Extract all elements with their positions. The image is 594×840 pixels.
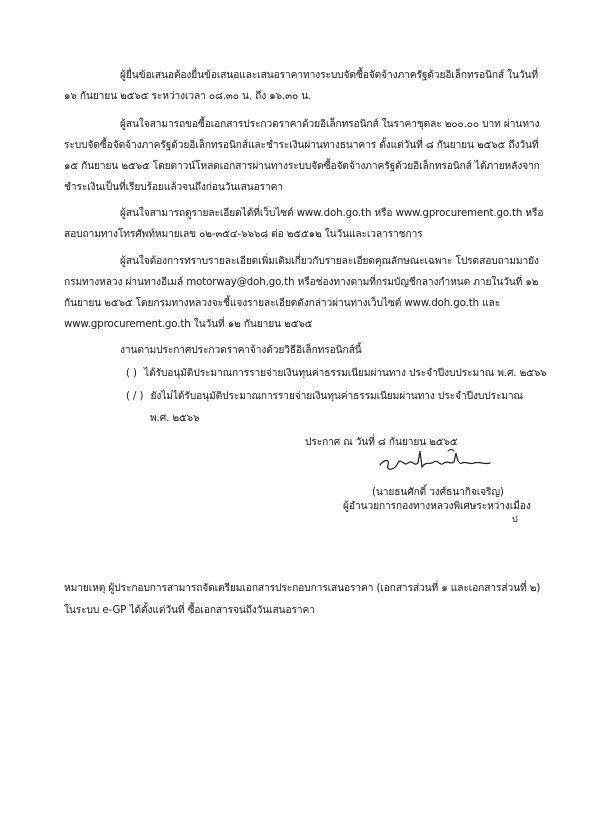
para4-line4: www.gprocurement.go.th ในวันที่ ๑๒ กันยายน ๒๕๖๕	[64, 319, 313, 330]
para1-line2: ๑๖ กันยายน ๒๕๖๕ ระหว่างเวลา ๐๘.๓๐ น. ถึง ๑๖.๓๐ น.	[64, 91, 312, 102]
para2-line2: ระบบจัดซื้อจัดจ้างภาครัฐด้วยอิเล็กทรอนิกส์และชำระเงินผ่านทางธนาคาร ตั้งแต่วันที่ ๘ กันยายน ๒๕๖๕ ถึงวันที่	[64, 140, 539, 151]
para1-line1: ผู้ยื่นข้อเสนอต้องยื่นข้อเสนอและเสนอราคาทางระบบจัดซื้อจัดจ้างภาครัฐด้วยอิเล็กทรอนิกส์ ในวันที่	[120, 70, 539, 81]
signer-name: (นายธนศักดิ์ วงศ์ธนากิจเจริญ)	[372, 487, 504, 498]
option-2-continuation: พ.ศ. ๒๕๖๖	[150, 413, 200, 424]
initials-mark: ป	[512, 515, 518, 525]
handwritten-signature	[376, 445, 496, 475]
para3-line2: สอบถามทางโทรศัพท์หมายเลข ๐๒-๓๕๔-๖๖๖๘ ต่อ ๒๕๕๑๒ ในวันและเวลาราชการ	[64, 229, 423, 240]
para2-line3: ๑๕ กันยายน ๒๕๖๕ โดยดาวน์โหลดเอกสารผ่านทางระบบจัดซื้อจัดจ้างภาครัฐด้วยอิเล็กทรอนิกส์ ได้ภายหลังจาก	[64, 161, 540, 172]
option-1-checkbox: ( )	[126, 368, 137, 379]
para4-line2: กรมทางหลวง ผ่านทางอีเมล์ motorway@doh.go.th หรือช่องทางตามที่กรมบัญชีกลางกำหนด ภายในวันที่ ๑๒	[64, 277, 539, 288]
signer-position: ผู้อำนวยการกองทางหลวงพิเศษระหว่างเมือง	[343, 501, 531, 512]
para3-line1: ผู้สนใจสามารถดูรายละเอียดได้ที่เว็บไซต์ www.doh.go.th หรือ www.gprocurement.go.th หรือ	[120, 208, 544, 219]
para2-line1: ผู้สนใจสามารถขอซื้อเอกสารประกวดราคาด้วยอิเล็กทรอนิกส์ ในราคาชุดละ ๒๐๐.๐๐ บาท ผ่านทาง	[120, 119, 540, 130]
para2-line4: ชำระเงินเป็นที่เรียบร้อยแล้วจนถึงก่อนวันเสนอราคา	[64, 182, 283, 193]
option-1	[126, 367, 547, 381]
para4-line3: กันยายน ๒๕๖๕ โดยกรมทางหลวงจะชี้แจงรายละเอียดดังกล่าวผ่านทางเว็บไซต์ www.doh.go.th และ	[64, 298, 501, 309]
option-1-text: ได้รับอนุมัติประมาณการรายจ่ายเงินทุนค่าธรรมเนียมผ่านทาง ประจำปีงบประมาณ พ.ศ. ๒๕๖๖	[144, 368, 547, 379]
announcement-date: ประกาศ ณ วันที่ ๘ กันยายน ๒๕๖๕	[305, 437, 458, 448]
option-2	[126, 390, 523, 404]
remark-line2: ในระบบ e-GP ได้ตั้งแต่วันที่ ซื้อเอกสารจนถึงวันเสนอราคา	[64, 605, 315, 616]
remark-line1: หมายเหตุ ผู้ประกอบการสามารถจัดเตรียมเอกสารประกอบการเสนอราคา (เอกสารส่วนที่ ๑ และเอกสารส่วนที่ ๒)	[64, 583, 541, 594]
option-2-text: ยังไม่ได้รับอนุมัติประมาณการรายจ่ายเงินทุนค่าธรรมเนียมผ่านทาง ประจำปีงบประมาณ	[150, 391, 523, 402]
option-2-checkbox: ( / )	[126, 391, 144, 402]
condition-intro: งานตามประกาศประกวดราคาจ้างด้วยวิธีอิเล็กทรอนิกส์นี้	[120, 345, 362, 356]
para4-line1: ผู้สนใจต้องการทราบรายละเอียดเพิ่มเติมเกี่ยวกับรายละเอียดคุณลักษณะเฉพาะ โปรดสอบถามมายัง	[120, 256, 539, 267]
